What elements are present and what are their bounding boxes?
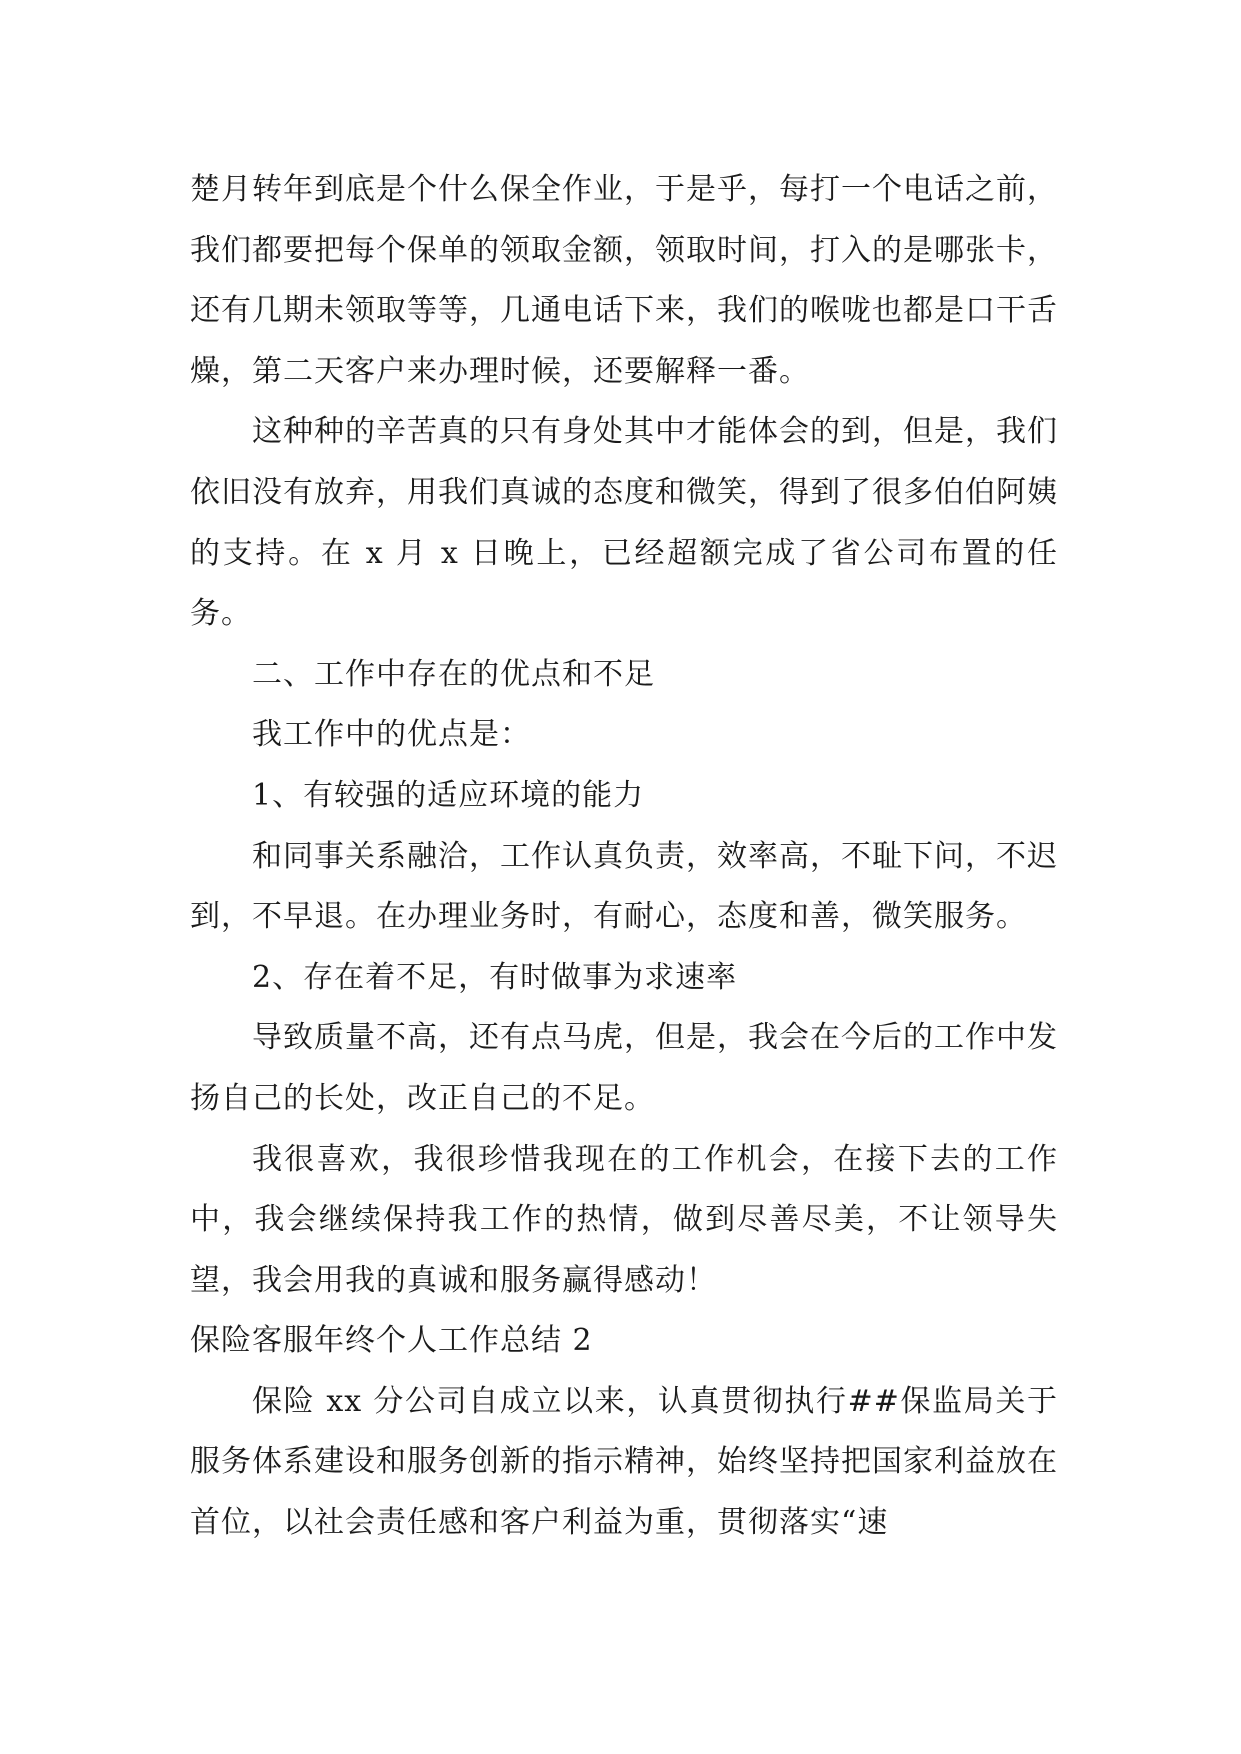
- document-body: [190, 160, 1058, 1554]
- list-item-2-heading: 2、存在着不足，有时做事为求速率: [252, 959, 738, 995]
- article-title-2: 保险客服年终个人工作总结 2: [190, 1323, 593, 1359]
- section-heading-strengths-weaknesses: 二、工作中存在的优点和不足: [252, 656, 655, 692]
- list-item-2-body: 导致质量不高，还有点马虎，但是，我会在今后的工作中发扬自己的长处，改正自己的不足。: [190, 1020, 1058, 1116]
- list-item-1-body: 和同事关系融洽，工作认真负责，效率高，不耻下问，不迟到，不早退。在办理业务时，有耐心，态度和善，微笑服务。: [190, 838, 1058, 935]
- strengths-intro: 我工作中的优点是：: [252, 717, 531, 753]
- list-item-1-heading: 1、有较强的适应环境的能力: [252, 777, 645, 813]
- article-2-intro: 保险 xx 分公司自成立以来，认真贯彻执行##保监局关于服务体系建设和服务创新的指示精神，始终坚持把国家利益放在首位，以社会责任感和客户利益为重，贯彻落实“速: [190, 1383, 1058, 1541]
- paragraph-continuation: 楚月转年到底是个什么保全作业，于是乎，每打一个电话之前，我们都要把每个保单的领取金额，领取时间，打入的是哪张卡，还有几期未领取等等，几通电话下来，我们的喉咙也都是口干舌燥，第二天客户来办理时候，还要解释一番。: [190, 172, 1058, 389]
- closing-paragraph: 我很喜欢，我很珍惜我现在的工作机会，在接下去的工作中，我会继续保持我工作的热情，做到尽善尽美，不让领导失望，我会用我的真诚和服务赢得感动！: [190, 1141, 1058, 1298]
- paragraph-hardship: 这种种的辛苦真的只有身处其中才能体会的到，但是，我们依旧没有放弃，用我们真诚的态度和微笑，得到了很多伯伯阿姨的支持。在 x 月 x 日晚上，已经超额完成了省公司布置的任务。: [190, 414, 1058, 632]
